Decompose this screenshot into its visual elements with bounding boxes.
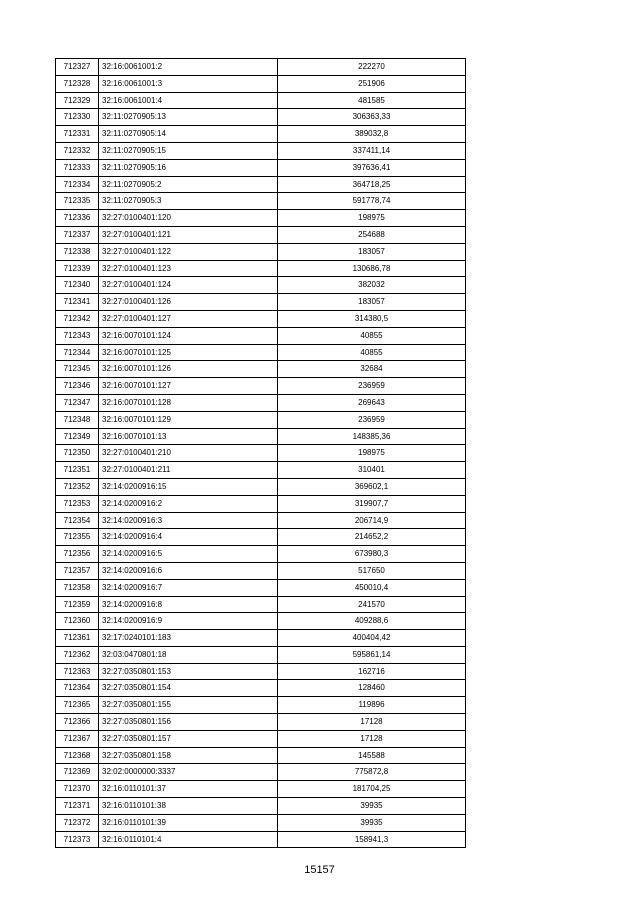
row-id-cell: 712356 bbox=[56, 546, 99, 563]
row-id-cell: 712362 bbox=[56, 646, 99, 663]
table-row bbox=[56, 75, 466, 92]
row-id-cell: 712353 bbox=[56, 495, 99, 512]
table-row bbox=[56, 176, 466, 193]
row-id-cell: 712358 bbox=[56, 579, 99, 596]
row-id-cell: 712355 bbox=[56, 529, 99, 546]
row-id-cell: 712371 bbox=[56, 798, 99, 815]
cadastral-number-cell: 32:14:0200916:5 bbox=[99, 546, 278, 563]
table-row bbox=[56, 512, 466, 529]
row-id-cell: 712342 bbox=[56, 310, 99, 327]
table-row bbox=[56, 730, 466, 747]
cadastral-number-cell: 32:16:0061001:4 bbox=[99, 92, 278, 109]
value-cell: 254688 bbox=[278, 226, 466, 243]
cadastral-number-cell: 32:16:0061001:3 bbox=[99, 75, 278, 92]
table-row bbox=[56, 193, 466, 210]
row-id-cell: 712363 bbox=[56, 663, 99, 680]
value-cell: 306363,33 bbox=[278, 109, 466, 126]
cadastral-number-cell: 32:14:0200916:8 bbox=[99, 596, 278, 613]
table-row bbox=[56, 747, 466, 764]
row-id-cell: 712347 bbox=[56, 394, 99, 411]
value-cell: 310401 bbox=[278, 462, 466, 479]
cadastral-number-cell: 32:16:0070101:128 bbox=[99, 394, 278, 411]
table-row bbox=[56, 646, 466, 663]
row-id-cell: 712337 bbox=[56, 226, 99, 243]
cadastral-number-cell: 32:27:0100401:124 bbox=[99, 277, 278, 294]
value-cell: 181704,25 bbox=[278, 781, 466, 798]
cadastral-number-cell: 32:27:0100401:120 bbox=[99, 210, 278, 227]
table-row bbox=[56, 831, 466, 848]
value-cell: 198975 bbox=[278, 210, 466, 227]
table-row bbox=[56, 109, 466, 126]
row-id-cell: 712336 bbox=[56, 210, 99, 227]
value-cell: 775872,8 bbox=[278, 764, 466, 781]
row-id-cell: 712339 bbox=[56, 260, 99, 277]
value-cell: 148385,36 bbox=[278, 428, 466, 445]
table-row bbox=[56, 344, 466, 361]
row-id-cell: 712345 bbox=[56, 361, 99, 378]
value-cell: 319907,7 bbox=[278, 495, 466, 512]
cadastral-number-cell: 32:16:0070101:127 bbox=[99, 378, 278, 395]
cadastral-number-cell: 32:27:0350801:153 bbox=[99, 663, 278, 680]
value-cell: 595861,14 bbox=[278, 646, 466, 663]
row-id-cell: 712352 bbox=[56, 478, 99, 495]
value-cell: 198975 bbox=[278, 445, 466, 462]
row-id-cell: 712373 bbox=[56, 831, 99, 848]
row-id-cell: 712333 bbox=[56, 159, 99, 176]
cadastral-number-cell: 32:27:0100401:121 bbox=[99, 226, 278, 243]
value-cell: 40855 bbox=[278, 327, 466, 344]
table-row bbox=[56, 327, 466, 344]
cadastral-number-cell: 32:27:0100401:127 bbox=[99, 310, 278, 327]
table-row bbox=[56, 613, 466, 630]
row-id-cell: 712359 bbox=[56, 596, 99, 613]
cadastral-number-cell: 32:27:0350801:155 bbox=[99, 697, 278, 714]
value-cell: 397636,41 bbox=[278, 159, 466, 176]
cadastral-number-cell: 32:14:0200916:3 bbox=[99, 512, 278, 529]
cadastral-number-cell: 32:02:0000000:3337 bbox=[99, 764, 278, 781]
value-cell: 130686,78 bbox=[278, 260, 466, 277]
value-cell: 389032,8 bbox=[278, 126, 466, 143]
table-row bbox=[56, 462, 466, 479]
cadastral-number-cell: 32:11:0270905:3 bbox=[99, 193, 278, 210]
cadastral-number-cell: 32:14:0200916:2 bbox=[99, 495, 278, 512]
table-row bbox=[56, 781, 466, 798]
cadastral-number-cell: 32:14:0200916:9 bbox=[99, 613, 278, 630]
value-cell: 382032 bbox=[278, 277, 466, 294]
table-row bbox=[56, 579, 466, 596]
row-id-cell: 712372 bbox=[56, 814, 99, 831]
value-cell: 400404,42 bbox=[278, 630, 466, 647]
value-cell: 39935 bbox=[278, 798, 466, 815]
row-id-cell: 712335 bbox=[56, 193, 99, 210]
table-row bbox=[56, 798, 466, 815]
row-id-cell: 712365 bbox=[56, 697, 99, 714]
value-cell: 337411,14 bbox=[278, 142, 466, 159]
table-row bbox=[56, 126, 466, 143]
row-id-cell: 712369 bbox=[56, 764, 99, 781]
value-cell: 39935 bbox=[278, 814, 466, 831]
row-id-cell: 712350 bbox=[56, 445, 99, 462]
row-id-cell: 712329 bbox=[56, 92, 99, 109]
table-row bbox=[56, 428, 466, 445]
row-id-cell: 712327 bbox=[56, 59, 99, 76]
value-cell: 222270 bbox=[278, 59, 466, 76]
table-row bbox=[56, 92, 466, 109]
table-row bbox=[56, 294, 466, 311]
value-cell: 214652,2 bbox=[278, 529, 466, 546]
value-cell: 517650 bbox=[278, 562, 466, 579]
cadastral-number-cell: 32:14:0200916:4 bbox=[99, 529, 278, 546]
value-cell: 450010,4 bbox=[278, 579, 466, 596]
row-id-cell: 712364 bbox=[56, 680, 99, 697]
row-id-cell: 712366 bbox=[56, 714, 99, 731]
value-cell: 364718,25 bbox=[278, 176, 466, 193]
table-row bbox=[56, 714, 466, 731]
cadastral-number-cell: 32:27:0100401:210 bbox=[99, 445, 278, 462]
value-cell: 591778,74 bbox=[278, 193, 466, 210]
cadastral-number-cell: 32:16:0110101:4 bbox=[99, 831, 278, 848]
cadastral-number-cell: 32:16:0110101:38 bbox=[99, 798, 278, 815]
table-row bbox=[56, 814, 466, 831]
value-cell: 241570 bbox=[278, 596, 466, 613]
row-id-cell: 712332 bbox=[56, 142, 99, 159]
cadastral-number-cell: 32:11:0270905:15 bbox=[99, 142, 278, 159]
value-cell: 206714,9 bbox=[278, 512, 466, 529]
cadastral-number-cell: 32:11:0270905:16 bbox=[99, 159, 278, 176]
cadastral-number-cell: 32:17:0240101:183 bbox=[99, 630, 278, 647]
row-id-cell: 712341 bbox=[56, 294, 99, 311]
cadastral-number-cell: 32:16:0070101:125 bbox=[99, 344, 278, 361]
cadastral-number-cell: 32:11:0270905:13 bbox=[99, 109, 278, 126]
value-cell: 236959 bbox=[278, 411, 466, 428]
cadastral-number-cell: 32:14:0200916:15 bbox=[99, 478, 278, 495]
cadastral-number-cell: 32:27:0100401:123 bbox=[99, 260, 278, 277]
row-id-cell: 712349 bbox=[56, 428, 99, 445]
table-row bbox=[56, 260, 466, 277]
cadastral-number-cell: 32:11:0270905:2 bbox=[99, 176, 278, 193]
cadastral-number-cell: 32:27:0100401:211 bbox=[99, 462, 278, 479]
table-body bbox=[56, 59, 466, 848]
value-cell: 32684 bbox=[278, 361, 466, 378]
row-id-cell: 712331 bbox=[56, 126, 99, 143]
cadastral-number-cell: 32:27:0350801:157 bbox=[99, 730, 278, 747]
cadastral-number-cell: 32:27:0350801:158 bbox=[99, 747, 278, 764]
value-cell: 236959 bbox=[278, 378, 466, 395]
table-row bbox=[56, 159, 466, 176]
row-id-cell: 712367 bbox=[56, 730, 99, 747]
table-row bbox=[56, 596, 466, 613]
table-row bbox=[56, 226, 466, 243]
value-cell: 269643 bbox=[278, 394, 466, 411]
cadastral-number-cell: 32:16:0070101:126 bbox=[99, 361, 278, 378]
value-cell: 17128 bbox=[278, 714, 466, 731]
cadastral-number-cell: 32:16:0070101:129 bbox=[99, 411, 278, 428]
table-row bbox=[56, 277, 466, 294]
cadastral-table bbox=[55, 58, 466, 848]
value-cell: 314380,5 bbox=[278, 310, 466, 327]
table-row bbox=[56, 378, 466, 395]
table-row bbox=[56, 142, 466, 159]
row-id-cell: 712344 bbox=[56, 344, 99, 361]
value-cell: 158941,3 bbox=[278, 831, 466, 848]
row-id-cell: 712368 bbox=[56, 747, 99, 764]
cadastral-number-cell: 32:27:0350801:154 bbox=[99, 680, 278, 697]
cadastral-number-cell: 32:16:0110101:37 bbox=[99, 781, 278, 798]
table-row bbox=[56, 663, 466, 680]
value-cell: 119896 bbox=[278, 697, 466, 714]
cadastral-number-cell: 32:16:0061001:2 bbox=[99, 59, 278, 76]
row-id-cell: 712357 bbox=[56, 562, 99, 579]
row-id-cell: 712328 bbox=[56, 75, 99, 92]
value-cell: 162716 bbox=[278, 663, 466, 680]
value-cell: 183057 bbox=[278, 294, 466, 311]
value-cell: 128460 bbox=[278, 680, 466, 697]
cadastral-number-cell: 32:16:0070101:124 bbox=[99, 327, 278, 344]
table-row bbox=[56, 445, 466, 462]
table-row bbox=[56, 361, 466, 378]
value-cell: 251906 bbox=[278, 75, 466, 92]
table-row bbox=[56, 478, 466, 495]
table-row bbox=[56, 562, 466, 579]
cadastral-number-cell: 32:27:0100401:122 bbox=[99, 243, 278, 260]
row-id-cell: 712338 bbox=[56, 243, 99, 260]
row-id-cell: 712343 bbox=[56, 327, 99, 344]
table-row bbox=[56, 394, 466, 411]
row-id-cell: 712330 bbox=[56, 109, 99, 126]
value-cell: 409288,6 bbox=[278, 613, 466, 630]
value-cell: 369602,1 bbox=[278, 478, 466, 495]
table-row bbox=[56, 243, 466, 260]
table-row bbox=[56, 210, 466, 227]
cadastral-number-cell: 32:14:0200916:7 bbox=[99, 579, 278, 596]
value-cell: 17128 bbox=[278, 730, 466, 747]
cadastral-number-cell: 32:27:0100401:126 bbox=[99, 294, 278, 311]
table-row bbox=[56, 630, 466, 647]
table-row bbox=[56, 697, 466, 714]
table-row bbox=[56, 59, 466, 76]
cadastral-number-cell: 32:03:0470801:18 bbox=[99, 646, 278, 663]
value-cell: 673980,3 bbox=[278, 546, 466, 563]
cadastral-number-cell: 32:27:0350801:156 bbox=[99, 714, 278, 731]
cadastral-number-cell: 32:16:0070101:13 bbox=[99, 428, 278, 445]
table-row bbox=[56, 546, 466, 563]
table-row bbox=[56, 529, 466, 546]
table-row bbox=[56, 764, 466, 781]
row-id-cell: 712354 bbox=[56, 512, 99, 529]
page-number: 15157 bbox=[304, 864, 335, 876]
row-id-cell: 712340 bbox=[56, 277, 99, 294]
table-row bbox=[56, 495, 466, 512]
table-row bbox=[56, 411, 466, 428]
row-id-cell: 712370 bbox=[56, 781, 99, 798]
row-id-cell: 712361 bbox=[56, 630, 99, 647]
value-cell: 40855 bbox=[278, 344, 466, 361]
row-id-cell: 712348 bbox=[56, 411, 99, 428]
row-id-cell: 712360 bbox=[56, 613, 99, 630]
row-id-cell: 712346 bbox=[56, 378, 99, 395]
cadastral-number-cell: 32:11:0270905:14 bbox=[99, 126, 278, 143]
cadastral-number-cell: 32:14:0200916:6 bbox=[99, 562, 278, 579]
row-id-cell: 712334 bbox=[56, 176, 99, 193]
table-row bbox=[56, 310, 466, 327]
value-cell: 481585 bbox=[278, 92, 466, 109]
row-id-cell: 712351 bbox=[56, 462, 99, 479]
table-row bbox=[56, 680, 466, 697]
cadastral-number-cell: 32:16:0110101:39 bbox=[99, 814, 278, 831]
value-cell: 183057 bbox=[278, 243, 466, 260]
value-cell: 145588 bbox=[278, 747, 466, 764]
